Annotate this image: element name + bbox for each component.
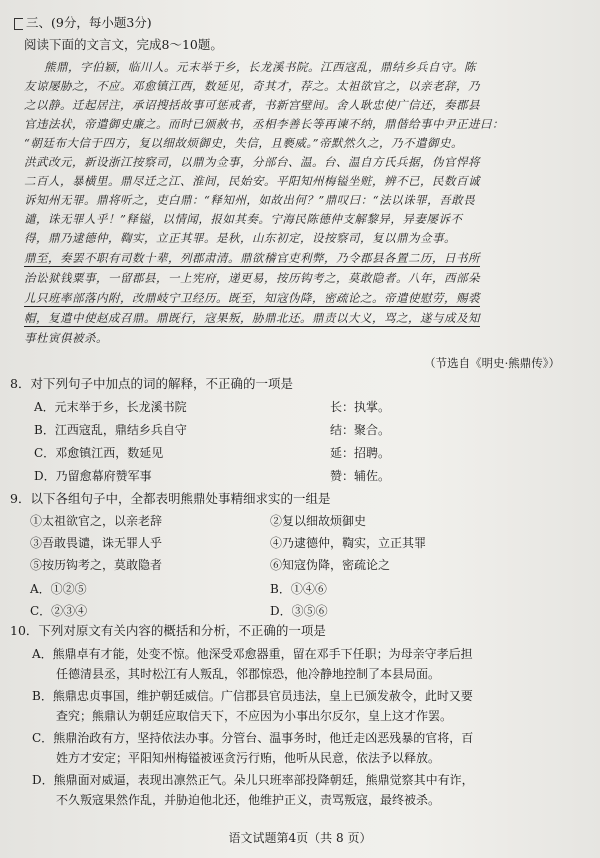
option-label: A． xyxy=(32,647,53,661)
q10-option-d-cont: 不久叛寇果然作乱，并胁迫他北还，他维护正义，责骂叛寇，最终被杀。 xyxy=(56,793,441,807)
q8-option-d xyxy=(34,469,152,483)
passage-line: 熊鼎，字伯颖，临川人。元末举于乡，长龙溪书院。江西寇乱，鼎结乡兵自守。陈 xyxy=(44,60,476,74)
q8-stem: 8．对下列句子中加点的词的解释，不正确的一项是 xyxy=(10,376,293,391)
q9-answer-d: D．③⑤⑥ xyxy=(270,604,328,618)
passage-line: 之以静。迁起居注，承诏搜括故事可惩戒者，书新宫壁间。舍人耿忠使广信还，奏郡县 xyxy=(24,98,480,112)
option-sentence: 元末举于乡，长龙溪书院 xyxy=(54,400,187,414)
q10-option-b-cont: 查究；熊鼎认为朝廷应取信天下，不应因为小事出尔反尔，皇上这才作罢。 xyxy=(56,709,453,723)
section-bracket-mark xyxy=(14,18,23,30)
passage-line: 洪武改元，新设浙江按察司，以鼎为佥事，分部台、温。台、温自方氏兵据，伪官悍将 xyxy=(24,155,480,169)
q10-option-c xyxy=(32,731,473,745)
q8-gloss-c: 延：招聘。 xyxy=(330,446,391,460)
section-header: 三、(9分，每小题3分) xyxy=(26,15,152,30)
option-text: 熊鼎忠贞事国，维护朝廷威信。广信郡县官员违法，皇上已颁发赦令，此时又要 xyxy=(52,689,473,703)
q9-stem: 9．以下各组句子中，全都表明熊鼎处事精细求实的一组是 xyxy=(10,491,331,506)
q9-item: ①太祖欲官之，以亲老辞 xyxy=(30,514,163,528)
q10-option-b xyxy=(32,689,473,703)
option-label: D． xyxy=(34,469,56,483)
passage-line: 二百人，暴横里。鼎尽迁之江、淮间，民始安。平阳知州梅镒坐赃，辨不已，民数百诚 xyxy=(24,174,480,188)
option-label: B． xyxy=(32,689,53,703)
q8-option-a xyxy=(34,400,187,414)
option-text: 熊鼎治政有方，坚持依法办事。分管台、温事务时，他迁走凶恶残暴的官将，百 xyxy=(53,731,474,745)
passage-line: 诉知州无罪。鼎将听之，吏白鼎：“释知州，如故出何？”鼎叹曰：“法以诛罪，吾敢畏 xyxy=(24,193,476,207)
passage-line: 友谅屡胁之，不应。邓愈镇江西，数延见，奇其才，荐之。太祖欲官之，以亲老辞，乃 xyxy=(24,79,480,93)
option-label: C． xyxy=(34,446,56,460)
q9-answer-a: A．①②⑤ xyxy=(30,582,87,596)
passage-line: 事杜寅俱被杀。 xyxy=(24,331,108,345)
q8-option-b xyxy=(34,423,187,437)
q9-item: ⑤按历钩考之，莫敢隐者 xyxy=(30,558,163,572)
q9-item: ②复以细故烦御史 xyxy=(270,514,367,528)
q9-item: ⑥知寇伪降，密疏论之 xyxy=(270,558,391,572)
q8-gloss-b: 结：聚合。 xyxy=(330,423,391,437)
option-label: C． xyxy=(32,731,54,745)
section-instruction: 阅读下面的文言文，完成8～10题。 xyxy=(24,37,223,52)
option-sentence: 乃留愈幕府赞军事 xyxy=(55,469,152,483)
passage-line: 得，鼎乃逮德仲，鞫实，立正其罪。是秋，山东初定，设按察司，复以鼎为佥事。 xyxy=(24,231,456,245)
q8-gloss-d: 赞：辅佐。 xyxy=(330,469,391,483)
passage-line: 官违法状，帝遣御史廉之。而时已颁赦书，丞相李善长等再谏不纳，鼎偕给事中尹正进曰： xyxy=(24,117,504,131)
passage-line-underlined: 儿只班率部落内附，改鼎岐宁卫经历。既至，知寇伪降，密疏论之。帝遣使慰劳，赐裘 xyxy=(24,291,480,305)
q10-stem: 10．下列对原文有关内容的概括和分析，不正确的一项是 xyxy=(10,623,326,638)
q9-item: ④乃逮德仲，鞫实，立正其罪 xyxy=(270,536,427,550)
option-text: 熊鼎面对威逼，表现出凛然正气。朵儿只班率部投降朝廷，熊鼎觉察其中有诈， xyxy=(53,773,474,787)
passage-line-underlined: 帽，复遣中使赵成召鼎。鼎既行，寇果叛，胁鼎北还。鼎责以大义，骂之，遂与成及知 xyxy=(24,311,480,325)
passage-line: 谴，诛无罪人乎！”释镒，以情闻，报如其奏。宁海民陈德仲支解黎异，异妻屡诉不 xyxy=(24,212,463,226)
q9-answer-c: C．②③④ xyxy=(30,604,88,618)
q10-option-d xyxy=(32,773,474,787)
option-label: D． xyxy=(32,773,54,787)
q9-answer-b: B．①④⑥ xyxy=(270,582,327,596)
option-label: A． xyxy=(34,400,55,414)
option-sentence: 邓愈镇江西，数延见 xyxy=(55,446,164,460)
passage-line: “朝廷布大信于四方，复以细故烦御史，失信，且褻威。”帝默然久之，乃不遣御史。 xyxy=(24,136,464,150)
q10-option-c-cont: 姓方才安定；平阳知州梅镒被诬贪污行贿，他听从民意，依法予以释放。 xyxy=(56,751,441,765)
q10-option-a-cont: 任德清县丞，其时松江有人叛乱，邻郡惊恐，他冷静地控制了本县局面。 xyxy=(56,667,441,681)
passage-line: 治讼狱钱粟事，一留郡县，一上宪府，递更易，按历钩考之，莫敢隐者。八年，西部朵 xyxy=(24,271,480,285)
q8-option-c xyxy=(34,446,163,460)
passage-line-underlined: 鼎至，奏罢不职有司数十辈，列郡肃清。鼎欲稽官吏利弊，乃令郡县各置二历，日书所 xyxy=(24,251,480,265)
option-label: B． xyxy=(34,423,55,437)
passage-citation: （节选自《明史·熊鼎传》） xyxy=(424,356,560,370)
q9-item: ③吾敢畏谴，诛无罪人乎 xyxy=(30,536,163,550)
option-text: 熊鼎卓有才能，处变不惊。他深受邓愈器重，留在邓手下任职；为母亲守孝后担 xyxy=(52,647,473,661)
page-footer: 语文试题第4页（共 8 页） xyxy=(228,831,372,845)
q8-gloss-a: 长：执掌。 xyxy=(330,400,391,414)
option-sentence: 江西寇乱，鼎结乡兵自守 xyxy=(54,423,187,437)
q10-option-a xyxy=(32,647,473,661)
